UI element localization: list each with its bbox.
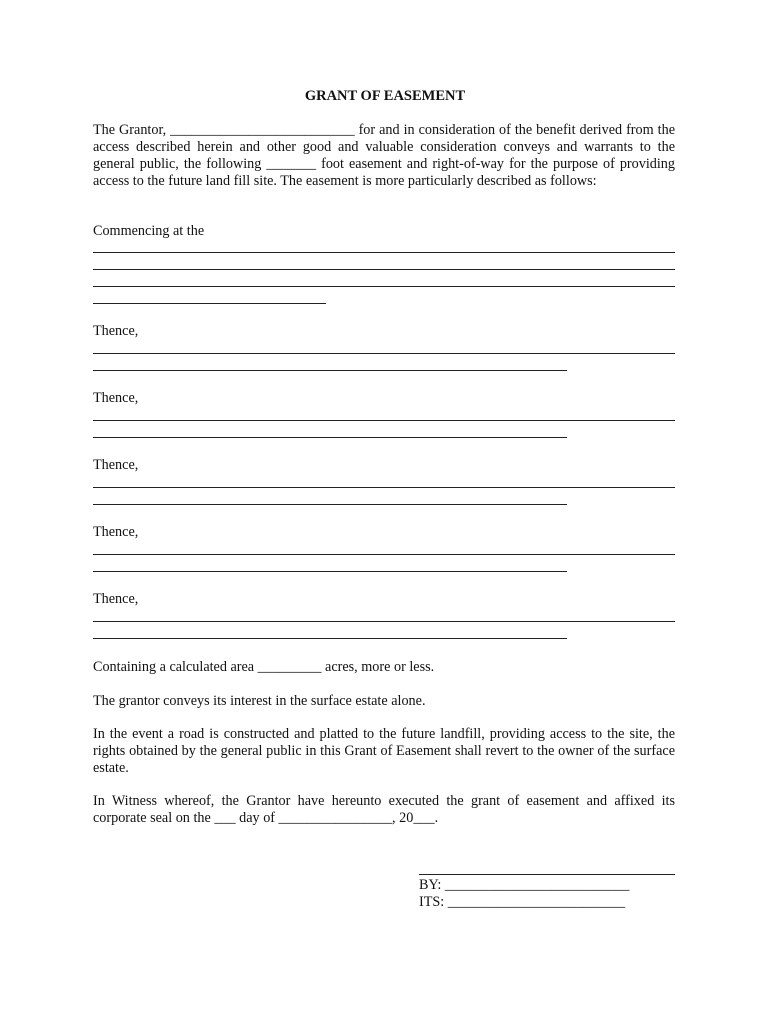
thence-blank-line[interactable] (93, 621, 675, 622)
thence-blank-line[interactable] (93, 370, 567, 371)
thence-blank-line[interactable] (93, 420, 675, 421)
thence-blank-line[interactable] (93, 571, 567, 572)
thence-blank-line[interactable] (93, 437, 567, 438)
signature-by: BY: __________________________ (419, 877, 630, 893)
thence-blank-line[interactable] (93, 487, 675, 488)
commencing-blank-line[interactable] (93, 269, 675, 270)
document-title: GRANT OF EASEMENT (304, 88, 466, 104)
commencing-label: Commencing at the (93, 223, 205, 239)
commencing-blank-line[interactable] (93, 303, 326, 304)
signature-its: ITS: _________________________ (419, 894, 626, 910)
thence-label: Thence, (93, 390, 139, 406)
signature-line[interactable] (419, 874, 675, 875)
road-clause: In the event a road is constructed and platted to the future landfill, providing access to the site, the rights obtained by the general public in this Grant of Easement shall revert to the owner of the surface estate. (93, 726, 675, 776)
thence-blank-line[interactable] (93, 353, 675, 354)
thence-label: Thence, (93, 323, 139, 339)
thence-label: Thence, (93, 524, 139, 540)
thence-blank-line[interactable] (93, 554, 675, 555)
witness-clause: In Witness whereof, the Grantor have hereunto executed the grant of easement and affixed its corporate seal on the ___ day of ________________, 20___. (93, 793, 675, 826)
thence-blank-line[interactable] (93, 504, 567, 505)
area-clause: Containing a calculated area _________ acres, more or less. (93, 659, 435, 675)
thence-label: Thence, (93, 591, 139, 607)
intro-paragraph: The Grantor, __________________________ for and in consideration of the benefit derived from the access described herein and other good and valuable consideration conveys and warrants to the general public, the following _______ foot easement and right-of-way for the purpose of providing access to the future land fill site. The easement is more particularly described as follows: (93, 122, 675, 189)
thence-label: Thence, (93, 457, 139, 473)
thence-blank-line[interactable] (93, 638, 567, 639)
commencing-blank-line[interactable] (93, 286, 675, 287)
commencing-blank-line[interactable] (93, 252, 675, 253)
surface-estate-clause: The grantor conveys its interest in the surface estate alone. (93, 693, 426, 709)
